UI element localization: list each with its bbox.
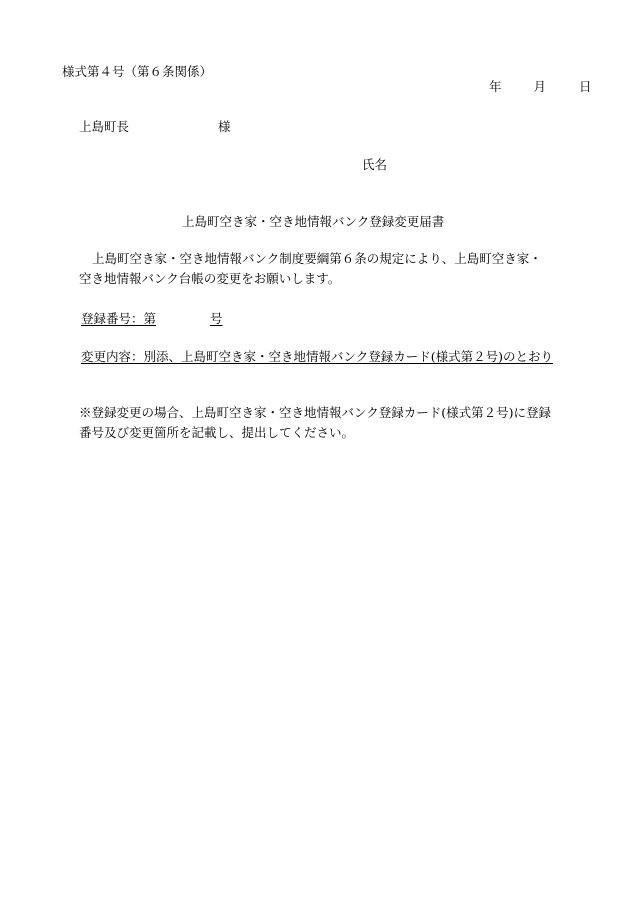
form-label: 様式第４号（第６条関係） <box>62 64 213 79</box>
registration-number-suffix: 号 <box>210 311 223 326</box>
date-month-label: 月 <box>533 79 547 94</box>
registration-number-label: 登録番号：第 <box>81 311 157 326</box>
date-year-label: 年 <box>489 79 502 94</box>
note-line-1: ※登録変更の場合、上島町空き家・空き地情報バンク登録カード(様式第２号)に登録 <box>79 405 552 420</box>
applicant-name-label: 氏名 <box>362 157 388 172</box>
addressee-name: 上島町長 <box>79 119 130 134</box>
note-line-2: 番号及び変更箇所を記載し、提出してください。 <box>79 425 355 440</box>
body-line-2: 空き地情報バンク台帳の変更をお願いします。 <box>79 271 341 286</box>
registration-number-blank <box>156 311 210 327</box>
date-line <box>489 79 592 95</box>
document-title: 上島町空き家・空き地情報バンク登録変更届書 <box>182 214 445 229</box>
registration-number <box>81 311 223 327</box>
body-line-1: 上島町空き家・空き地情報バンク制度要綱第６条の規定により、上島町空き家・ <box>92 251 542 266</box>
change-details: 変更内容：別添、上島町空き家・空き地情報バンク登録カード(様式第２号)のとおり <box>81 349 554 364</box>
date-day-label: 日 <box>579 79 592 94</box>
addressee-honorific: 様 <box>218 119 231 134</box>
